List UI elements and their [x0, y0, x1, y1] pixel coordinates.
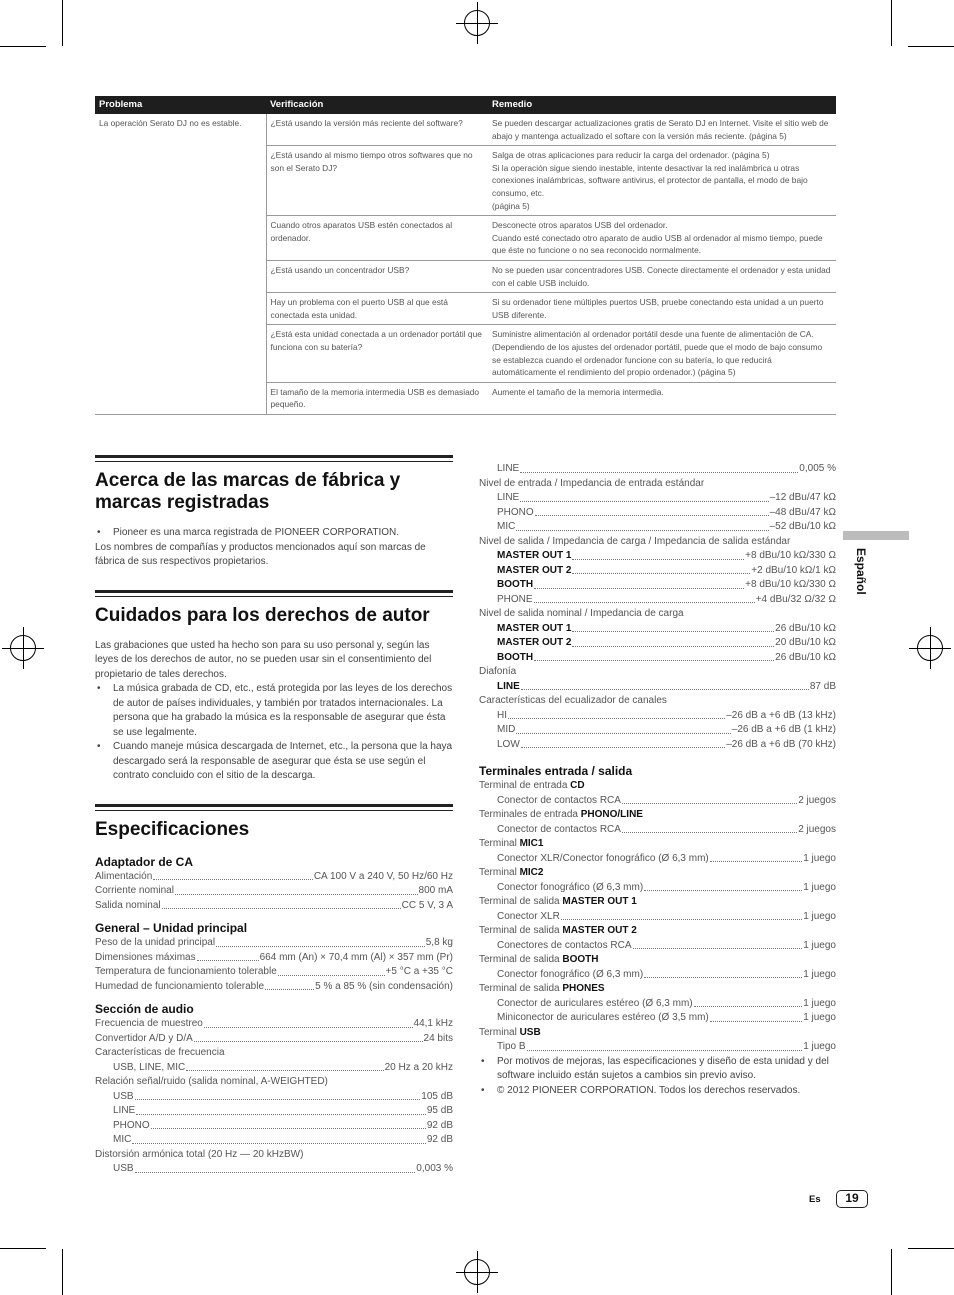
crop-mark [891, 1249, 892, 1295]
cell-check: Cuando otros aparatos USB estén conectados al ordenador. [266, 216, 488, 261]
spec-label: Terminal USB [479, 1026, 541, 1038]
general-heading: General – Unidad principal [95, 921, 248, 935]
spec-label: Diafonía [479, 666, 517, 677]
spec-row: LOW –26 dB a +6 dB (70 kHz) [497, 738, 836, 750]
section-rule [95, 590, 453, 597]
footer-lang: Es [809, 1194, 821, 1205]
trademark-bullet: • Pioneer es una marca registrada de PIONEER CORPORATION. [95, 526, 453, 541]
table-row [95, 146, 836, 216]
spec-row: BOOTH +8 dBu/10 kΩ/330 Ω [497, 579, 836, 590]
spec-row: MIC –52 dBu/10 kΩ [497, 521, 836, 532]
right-column [479, 462, 836, 1098]
cell-check: Hay un problema con el puerto USB al que está conectada esta unidad. [266, 293, 488, 325]
spec-row: PHONO 92 dB [113, 1119, 453, 1131]
cell-remedy: No se pueden usar concentradores USB. Conecte directamente el ordenador y esta unidad con el cable USB incluido. [488, 260, 836, 292]
spec-row: MASTER OUT 2 20 dBu/10 kΩ [497, 637, 836, 648]
registration-mark [464, 10, 490, 36]
spec-row: HI –26 dB a +6 dB (13 kHz) [497, 709, 836, 721]
trademarks-title: Acerca de las marcas de fábrica y marcas registradas [95, 470, 401, 513]
spec-row: LINE 95 dB [113, 1105, 453, 1116]
spec-row: LINE –12 dBu/47 kΩ [497, 492, 836, 503]
spec-row: Peso de la unidad principal 5,8 kg [95, 937, 453, 948]
spec-row: LINE 87 dB [497, 680, 836, 692]
spec-label: Nivel de salida / Impedancia de carga / Impedancia de salida estándar [479, 535, 791, 547]
spec-row: USB, LINE, MIC 20 Hz a 20 kHz [113, 1061, 453, 1073]
terminals-heading: Terminales entrada / salida [479, 764, 633, 778]
crop-mark [891, 0, 892, 46]
cell-check: ¿Está usando la versión más reciente del software? [266, 114, 488, 146]
spec-row: Alimentación CA 100 V a 240 V, 50 Hz/60 Hz [95, 870, 453, 882]
spec-row: MASTER OUT 2 +2 dBu/10 kΩ/1 kΩ [497, 564, 836, 576]
header-remedy: Remedio [488, 96, 836, 114]
spec-row: Tipo B 1 juego [497, 1041, 836, 1052]
spec-row: Dimensiones máximas 664 mm (An) × 70,4 mm (Al) × 357 mm (Pr) [95, 951, 453, 963]
terminal-label: Terminal de salida MASTER OUT 1 [479, 896, 637, 907]
spec-row: PHONO –48 dBu/47 kΩ [497, 506, 836, 518]
spec-label: Relación señal/ruido (salida nominal, A-WEIGHTED) [95, 1076, 328, 1087]
spec-row: BOOTH 26 dBu/10 kΩ [497, 651, 836, 663]
table-row [95, 260, 836, 292]
cell-problem: La operación Serato DJ no es estable. [99, 118, 242, 128]
language-label: Español [854, 548, 868, 595]
spec-row: USB 105 dB [113, 1090, 453, 1102]
spec-row: Conectores de contactos RCA 1 juego [497, 939, 836, 951]
registration-mark [464, 1259, 490, 1285]
registration-mark [10, 635, 36, 661]
spec-label: Nivel de salida nominal / Impedancia de carga [479, 608, 684, 619]
table-row [95, 382, 836, 414]
spec-row: Temperatura de funcionamiento tolerable +5 °C a +35 °C [95, 966, 453, 977]
copyright-intro: Las grabaciones que usted ha hecho son para su uso personal y, según las leyes de los derechos de autor, no se pueden usar sin el consentimiento del propietario de tales derechos. [95, 639, 432, 680]
specs-title: Especificaciones [95, 818, 250, 840]
cell-remedy: Si su ordenador tiene múltiples puertos USB, pruebe conectando esta unidad a un puerto USB diferente. [488, 293, 836, 325]
cell-remedy: Aumente el tamaño de la memoria intermedia. [488, 382, 836, 414]
cell-remedy: Se pueden descargar actualizaciones gratis de Serato DJ en Internet. Visite el sitio web de abajo y mantenga actualizado el softare con la versión más reciente. (página 5) [492, 118, 829, 141]
left-column [95, 455, 453, 1177]
audio-heading: Sección de audio [95, 1002, 194, 1016]
cell-remedy: Desconecte otros aparatos USB del ordenador. Cuando esté conectado otro aparato de audio USB al ordenador al mismo tiempo, puede que éste no funcione o no sea reconocido normalmente. [488, 216, 836, 261]
table-row [95, 325, 836, 382]
header-problem: Problema [95, 96, 266, 114]
cell-problem [95, 325, 266, 382]
spec-row: Conector fonográfico (Ø 6,3 mm) 1 juego [497, 881, 836, 893]
terminal-label: Terminal MIC2 [479, 867, 544, 878]
terminal-label: Terminal MIC1 [479, 838, 544, 849]
cell-problem [95, 146, 266, 216]
cell-remedy: Suministre alimentación al ordenador portátil desde una fuente de alimentación de CA. (Dependiendo de los ajustes del ordenador portátil, puede que el modo de bajo consumo se establezca cuando el ordenador funcione con su batería, lo que reducirá automáticamente el rendimiento del propio ordenador.) (página 5) [488, 325, 836, 382]
table-row [95, 114, 836, 146]
spec-row: Corriente nominal 800 mA [95, 885, 453, 896]
crop-mark [62, 1249, 63, 1295]
spec-label: Características de frecuencia [95, 1047, 225, 1058]
spec-row: MID –26 dB a +6 dB (1 kHz) [497, 724, 836, 735]
table-row [95, 216, 836, 261]
cell-remedy: Salga de otras aplicaciones para reducir la carga del ordenador. (página 5) Si la operación sigue siendo inestable, intente desactivar la red inalámbrica u otras conexiones inalámbricas, software antivirus, el protector de pantalla, el modo de bajo consumo, etc. (página 5) [488, 146, 836, 216]
spec-row: Humedad de funcionamiento tolerable 5 % a 85 % (sin condensación) [95, 980, 453, 992]
registration-mark [917, 635, 943, 661]
cell-check: El tamaño de la memoria intermedia USB es demasiado pequeño. [266, 382, 488, 414]
section-rule [95, 455, 453, 462]
cell-problem [95, 293, 266, 325]
cell-problem [95, 382, 266, 414]
spec-note: • © 2012 PIONEER CORPORATION. Todos los derechos reservados. [479, 1084, 836, 1099]
spec-row: Convertidor A/D y D/A 24 bits [95, 1032, 453, 1044]
spec-row: USB 0,003 % [113, 1163, 453, 1174]
crop-mark [0, 46, 46, 47]
spec-row: Miniconector de auriculares estéreo (Ø 3,5 mm) 1 juego [497, 1012, 836, 1023]
spec-row: Conector XLR 1 juego [497, 910, 836, 922]
terminal-label: Terminales de entrada PHONO/LINE [479, 809, 643, 820]
crop-mark [62, 0, 63, 46]
cell-problem [95, 216, 266, 261]
ac-adapter-heading: Adaptador de CA [95, 854, 194, 869]
header-check: Verificación [266, 96, 488, 114]
section-rule [95, 804, 453, 811]
spec-note: • Por motivos de mejoras, las especificaciones y diseño de esta unidad y del software incluido están sujetos a cambios sin previo aviso. [479, 1055, 836, 1084]
crop-mark [908, 46, 954, 47]
spec-row: MASTER OUT 1 +8 dBu/10 kΩ/330 Ω [497, 550, 836, 561]
copyright-title: Cuidados para los derechos de autor [95, 604, 430, 626]
terminal-label: Terminal de entrada CD [479, 780, 585, 791]
spec-row: LINE 0,005 % [497, 463, 836, 474]
copyright-bullet: • Cuando maneje música descargada de Internet, etc., la persona que la haya descargado será la responsable de asegurar que ésta se use según el contrato concluido con el sitio de la descarga. [95, 740, 453, 784]
table-row [95, 293, 836, 325]
copyright-bullet: • La música grabada de CD, etc., está protegida por las leyes de los derechos de autor de países individuales, y también por tratados internacionales. La persona que ha grabado la música es la responsable de asegurar que ésta se use legalmente. [95, 682, 453, 740]
spec-row: Salida nominal CC 5 V, 3 A [95, 899, 453, 911]
crop-mark [0, 1248, 46, 1249]
cell-check: ¿Está usando al mismo tiempo otros softwares que no son el Serato DJ? [266, 146, 488, 216]
spec-label: Terminal de salida PHONES [479, 983, 605, 994]
troubleshooting-table [95, 96, 836, 415]
spec-row: Conector de contactos RCA 2 juegos [497, 823, 836, 835]
spec-row: Frecuencia de muestreo 44,1 kHz [95, 1018, 453, 1029]
spec-row: Conector de auriculares estéreo (Ø 6,3 mm) 1 juego [497, 997, 836, 1009]
spec-label: Características del ecualizador de canales [479, 695, 667, 706]
spec-row: Conector XLR/Conector fonográfico (Ø 6,3 mm) 1 juego [497, 852, 836, 864]
spec-label: Nivel de entrada / Impedancia de entrada estándar [479, 477, 705, 489]
cell-problem [95, 260, 266, 292]
crop-mark [908, 1248, 954, 1249]
spec-row: PHONE +4 dBu/32 Ω/32 Ω [497, 593, 836, 605]
spec-row: MIC 92 dB [113, 1134, 453, 1145]
terminal-label: Terminal de salida BOOTH [479, 954, 599, 965]
spec-row: Conector de contactos RCA 2 juegos [497, 794, 836, 806]
spec-row: MASTER OUT 1 26 dBu/10 kΩ [497, 622, 836, 634]
spec-label: Distorsión armónica total (20 Hz — 20 kHzBW) [95, 1148, 304, 1160]
spec-row: Conector fonográfico (Ø 6,3 mm) 1 juego [497, 968, 836, 980]
cell-check: ¿Está usando un concentrador USB? [266, 260, 488, 292]
trademark-text: Los nombres de compañías y productos mencionados aquí son marcas de fábrica de sus respectivos propietarios. [95, 541, 426, 567]
terminal-label: Terminal de salida MASTER OUT 2 [479, 925, 637, 936]
cell-check: ¿Está esta unidad conectada a un ordenador portátil que funciona con su batería? [266, 325, 488, 382]
language-tab [843, 531, 909, 540]
page-number: 19 [836, 1190, 868, 1208]
